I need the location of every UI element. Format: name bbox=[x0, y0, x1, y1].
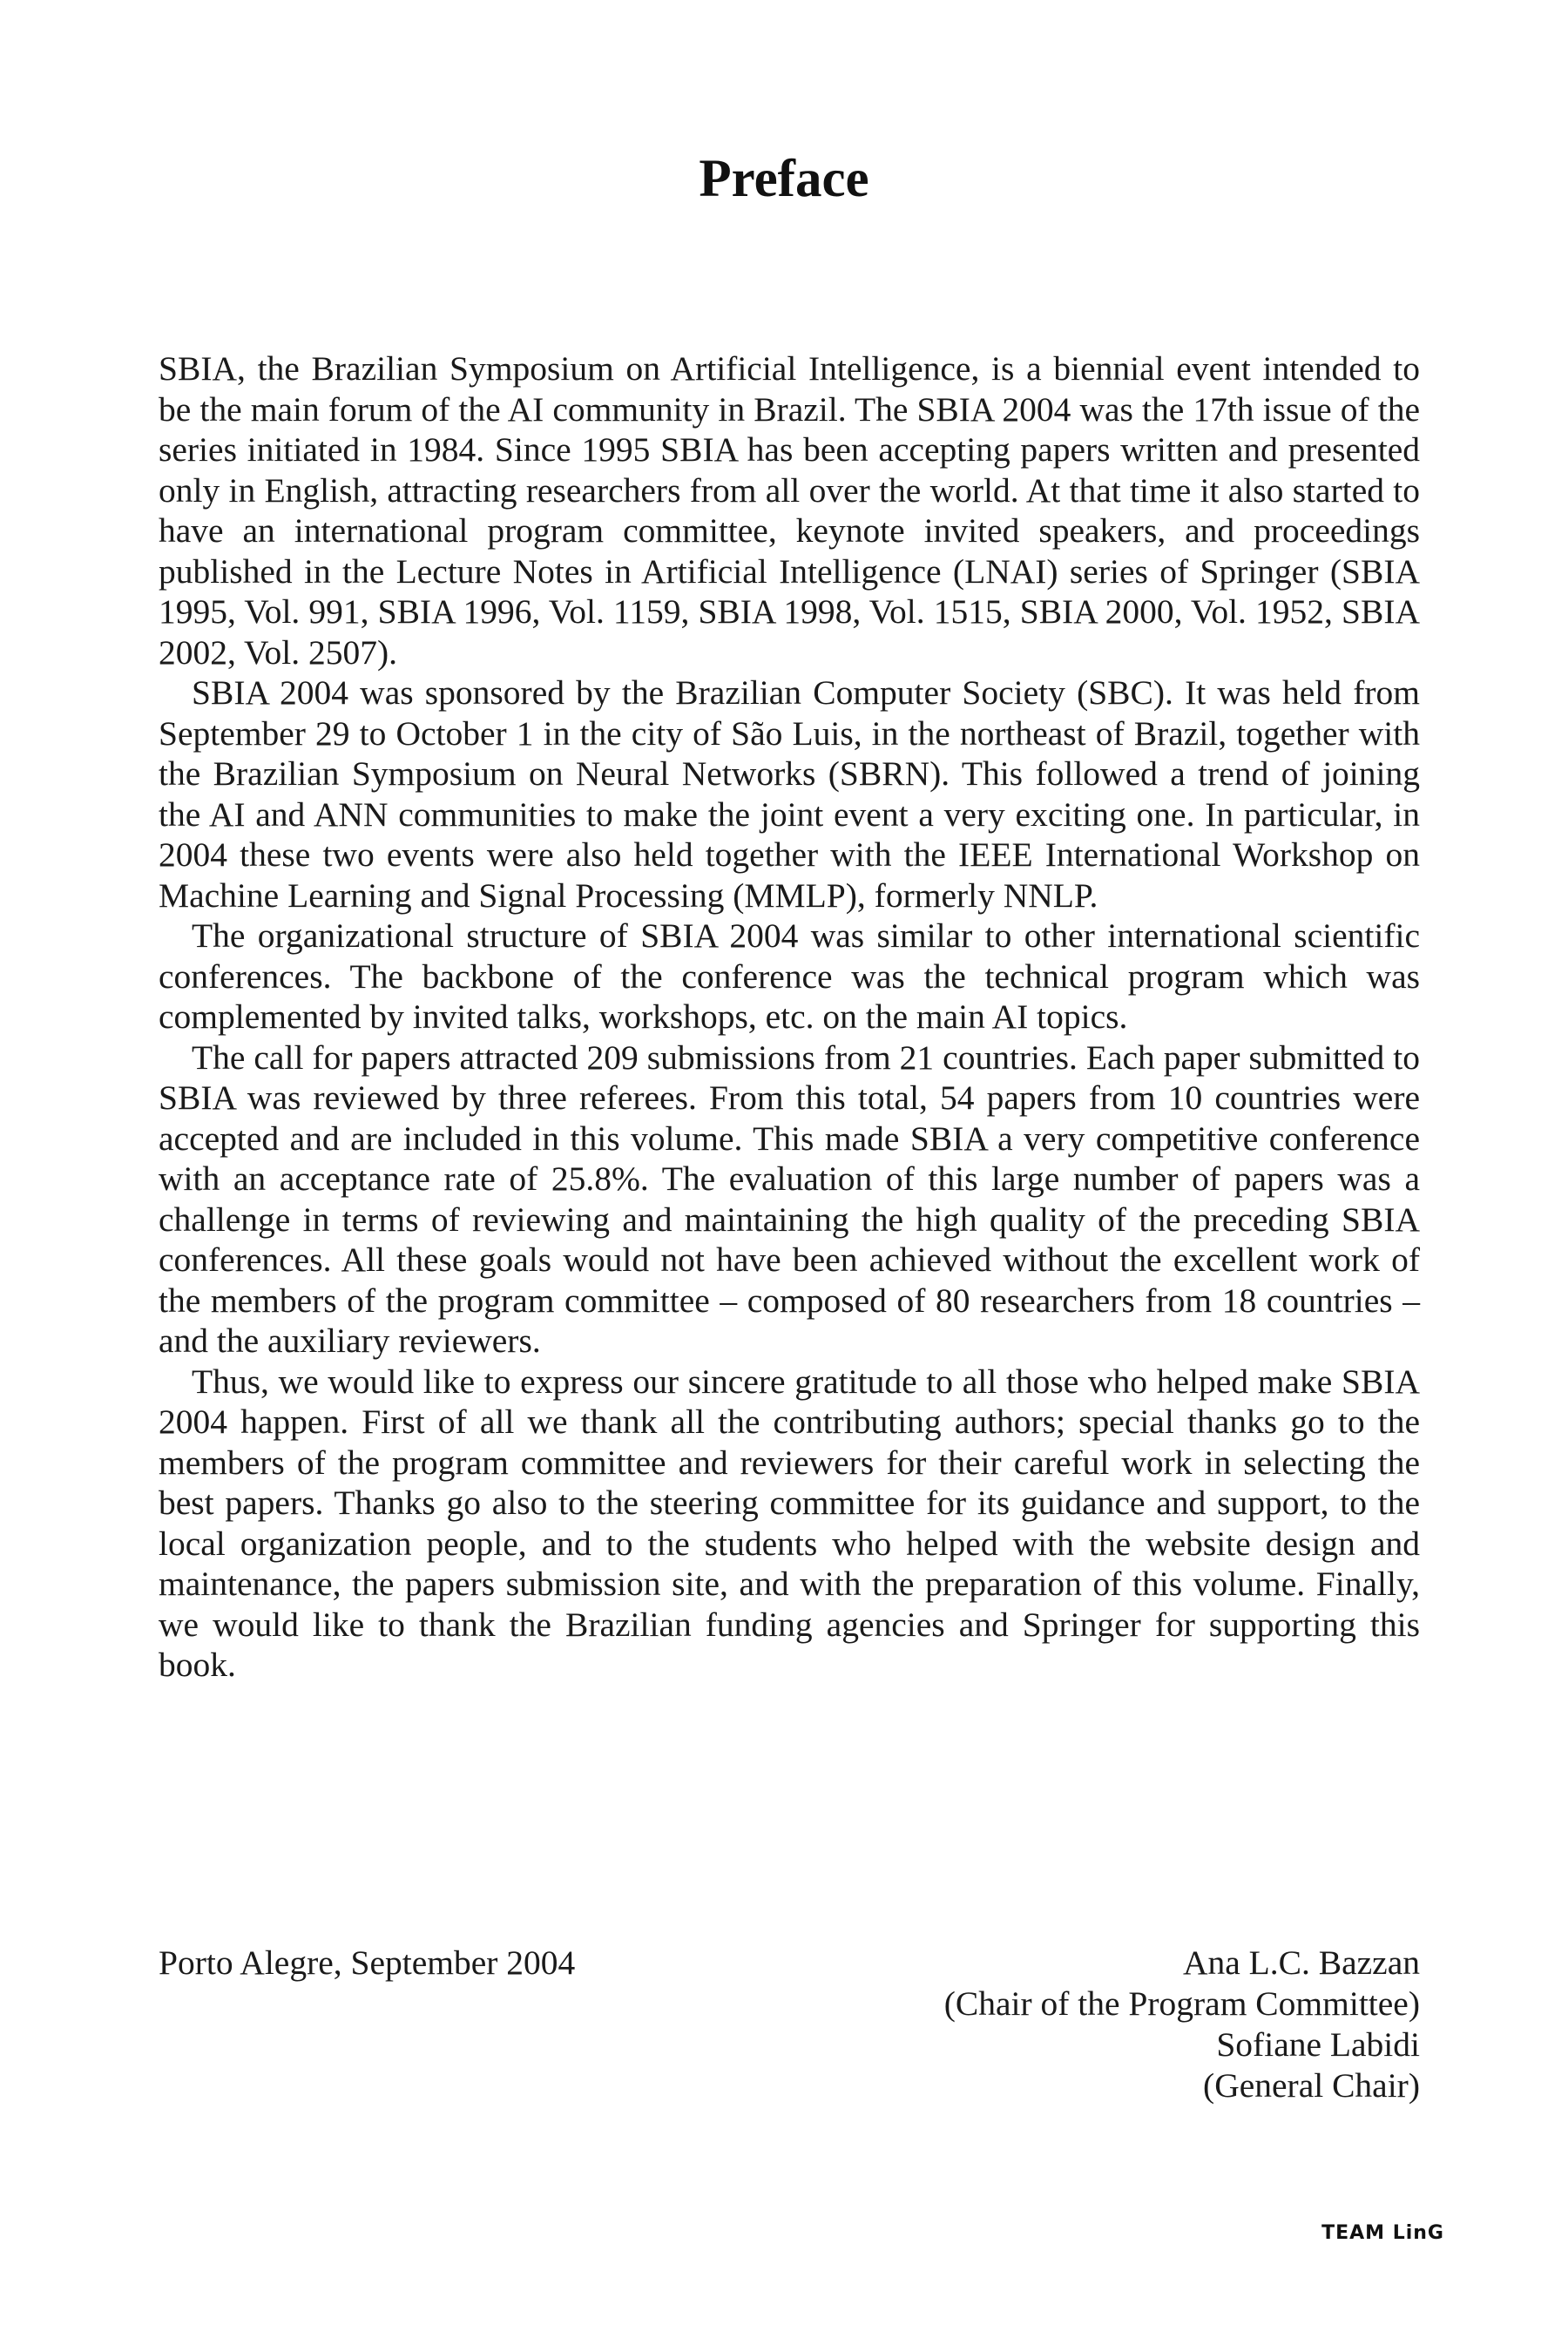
preface-body bbox=[159, 348, 1420, 1686]
paragraph: SBIA, the Brazilian Symposium on Artificial Intelligence, is a biennial event intended to be the main forum of the AI community in Brazil. The SBIA 2004 was the 17th issue of the series initiated in 1984. Since 1995 SBIA has been accepting papers written and presented only in English, attracting researchers from all over the world. At that time it also started to have an international program committee, keynote invited speakers, and proceedings published in the Lecture Notes in Artificial Intelligence (LNAI) series of Springer (SBIA 1995, Vol. 991, SBIA 1996, Vol. 1159, SBIA 1998, Vol. 1515, SBIA 2000, Vol. 1952, SBIA 2002, Vol. 2507). bbox=[159, 349, 1420, 672]
signatory-name: Sofiane Labidi bbox=[1216, 2025, 1420, 2064]
signatory-role: (General Chair) bbox=[1203, 2066, 1420, 2105]
signatures bbox=[944, 1943, 1420, 2106]
signatory-role: (Chair of the Program Committee) bbox=[943, 1984, 1420, 2023]
page-title: Preface bbox=[699, 150, 869, 208]
paragraph: The call for papers attracted 209 submissions from 21 countries. Each paper submitted to SBIA was reviewed by three referees. From this total, 54 papers from 10 countries were accepted and are included in this volume. This made SBIA a very competitive conference with an acceptance rate of 25.8%. The evaluation of this large number of papers was a challenge in terms of reviewing and maintaining the high quality of the preceding SBIA conferences. All these goals would not have been achieved without the excellent work of the members of the program committee – composed of 80 researchers from 18 countries – and the auxiliary reviewers. bbox=[159, 1037, 1420, 1360]
watermark-logo: TEAM LinG bbox=[1321, 2222, 1444, 2244]
signatory-name: Ana L.C. Bazzan bbox=[1182, 1943, 1420, 1982]
paragraph: The organizational structure of SBIA 2004 was similar to other international scientific conferences. The backbone of the conference was the technical program which was complemented by invited talks, workshops, etc. on the main AI topics. bbox=[159, 916, 1420, 1036]
place-date: Porto Alegre, September 2004 bbox=[159, 1943, 576, 1982]
paragraph: SBIA 2004 was sponsored by the Brazilian Computer Society (SBC). It was held from September 29 to October 1 in the city of São Luis, in the northeast of Brazil, together with the Brazilian Symposium on Neural Networks (SBRN). This followed a trend of joining the AI and ANN communities to make the joint event a very exciting one. In particular, in 2004 these two events were also held together with the IEEE International Workshop on Machine Learning and Signal Processing (MMLP), formerly NNLP. bbox=[159, 673, 1420, 915]
paragraph: Thus, we would like to express our sincere gratitude to all those who helped make SBIA 2004 happen. First of all we thank all the contributing authors; special thanks go to the members of the program committee and reviewers for their careful work in selecting the best papers. Thanks go also to the steering committee for its guidance and support, to the local organization people, and to the students who helped with the website design and maintenance, the papers submission site, and with the preparation of this volume. Finally, we would like to thank the Brazilian funding agencies and Springer for supporting this book. bbox=[159, 1362, 1420, 1684]
